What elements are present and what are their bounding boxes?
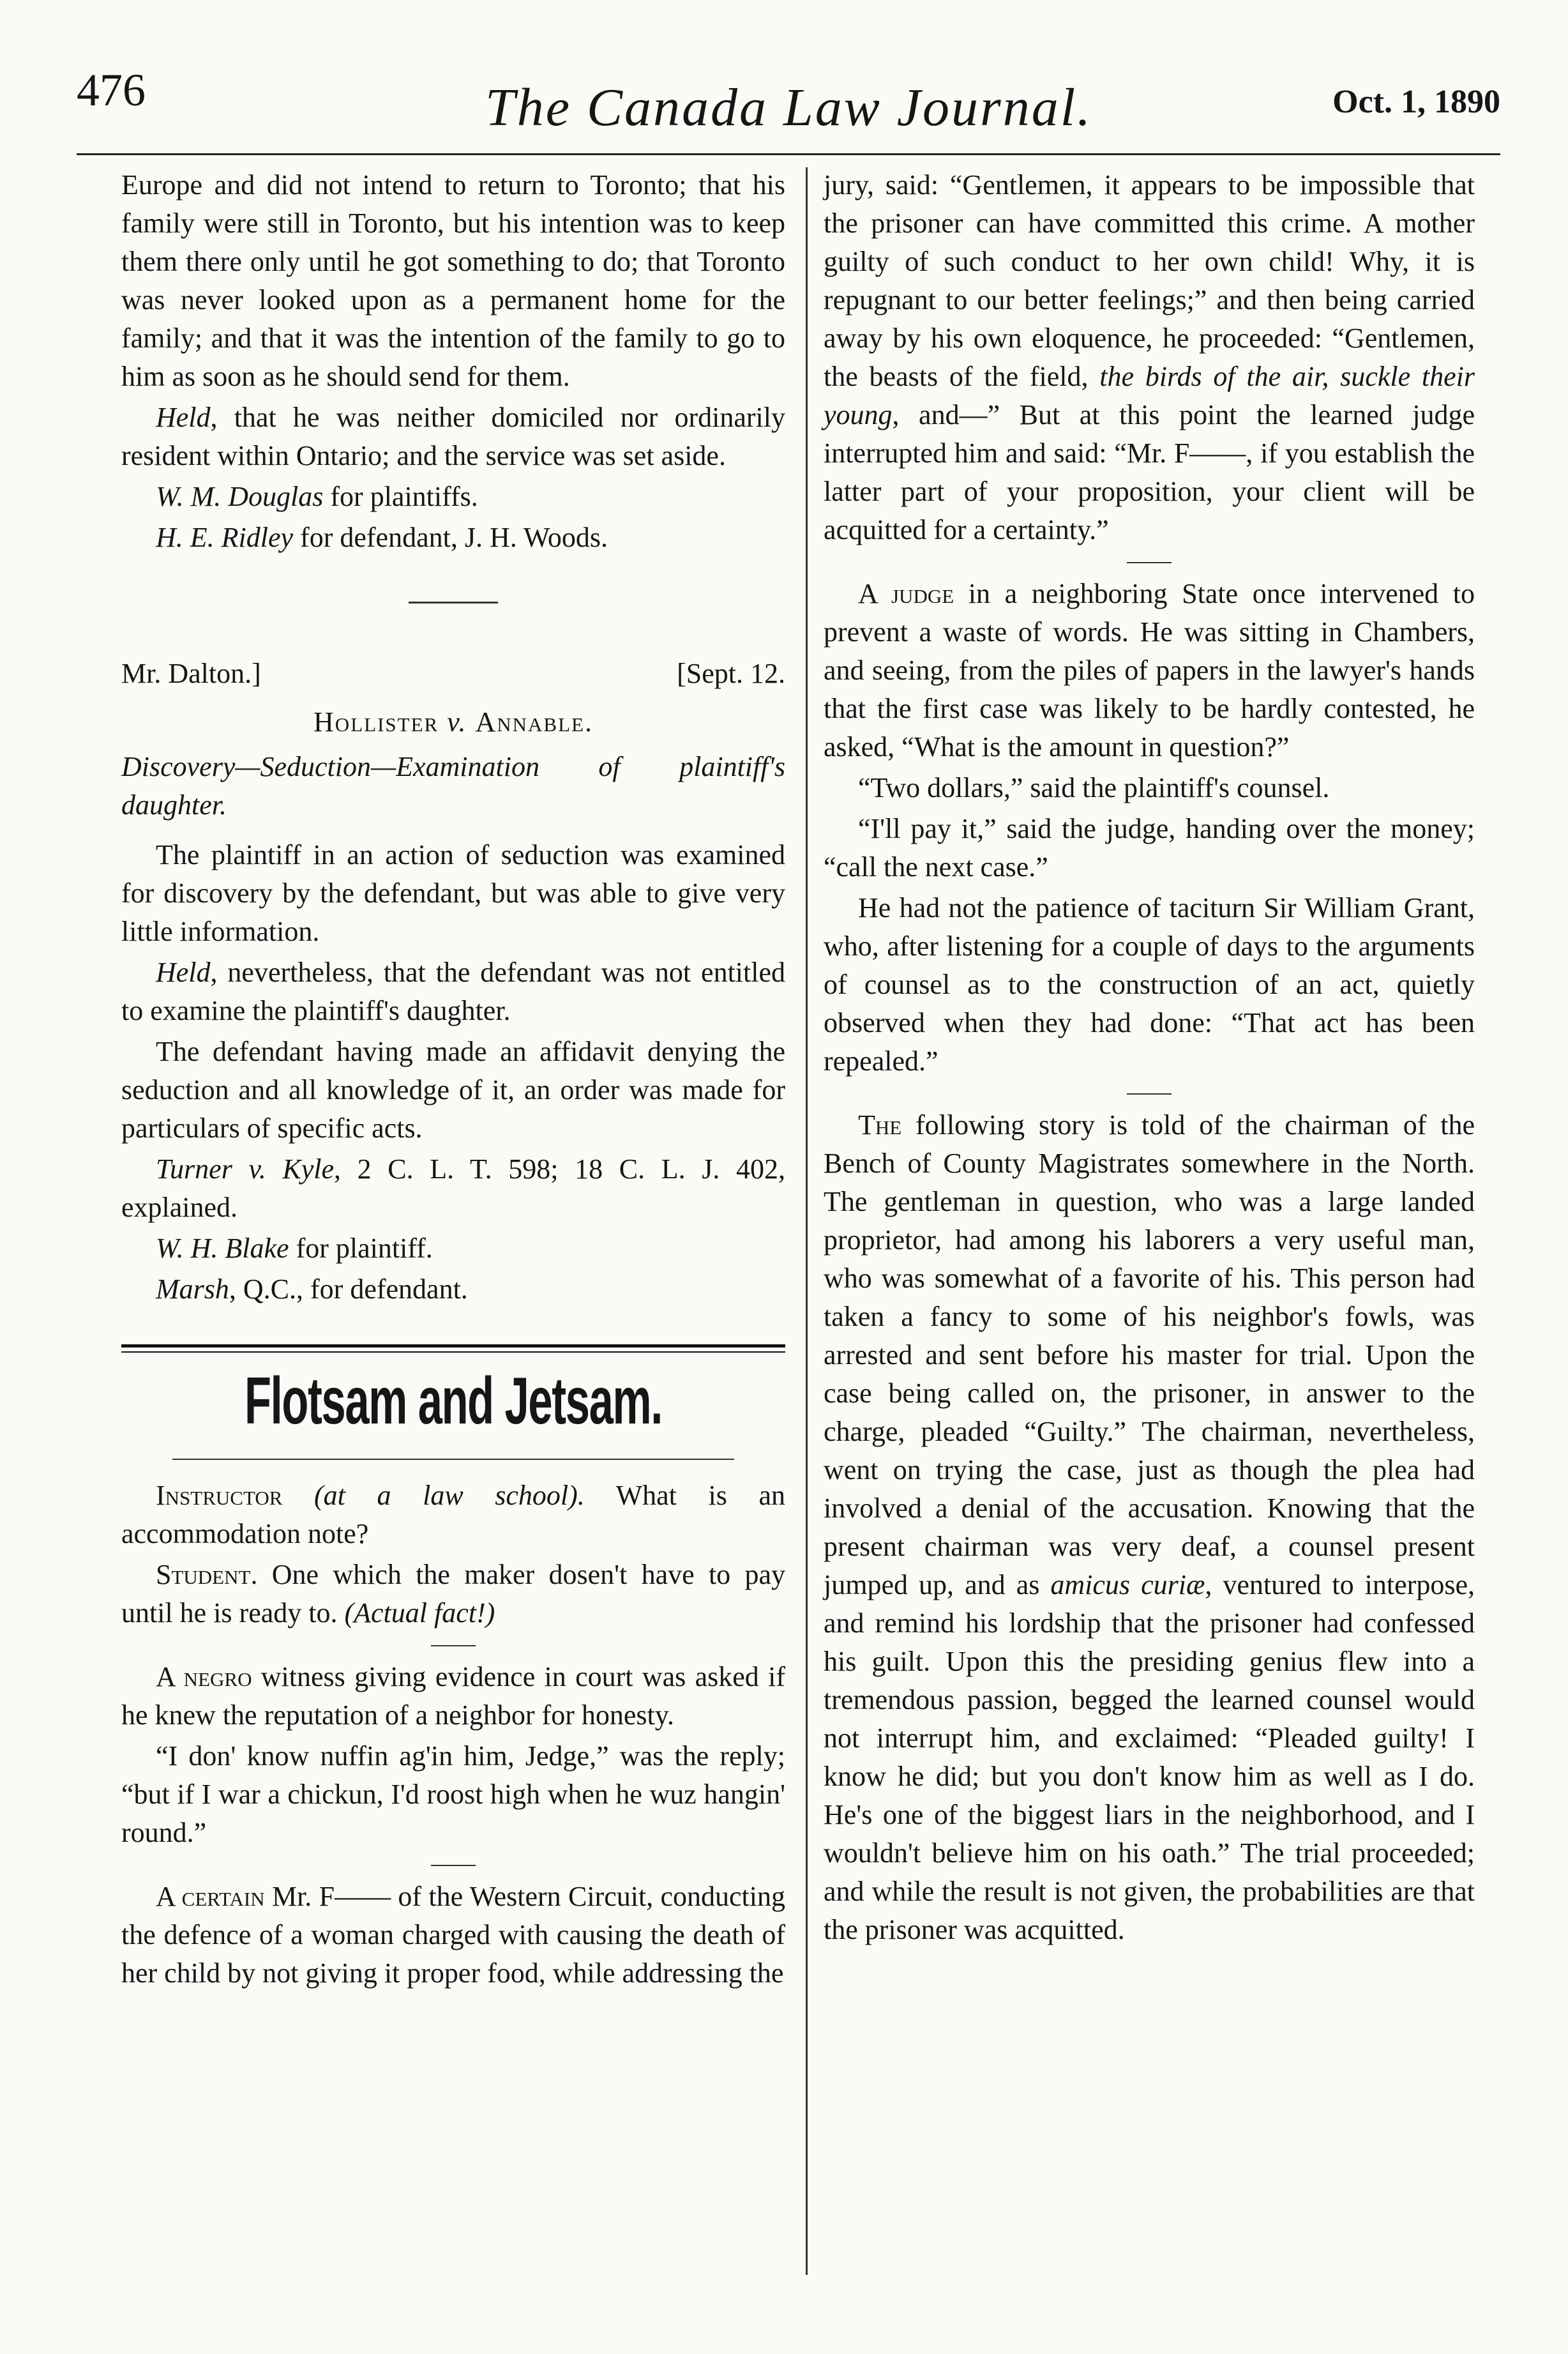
case-versus: v.: [447, 706, 467, 738]
counsel-line: [121, 519, 785, 557]
anecdote-separator: [1127, 562, 1172, 563]
held-text: , nevertheless, that the defendant was not entitled to examine the plaintiff's daughter.: [121, 957, 785, 1026]
held-word: Held: [156, 402, 211, 433]
anecdote-text: One which the maker dosen't have to pay until he is ready to.: [121, 1559, 785, 1629]
column-divider: [806, 167, 808, 2275]
case-paragraph: The plaintiff in an action of seduction was examined for discovery by the defendant, but was able to give very little information.: [121, 839, 785, 947]
held-paragraph: [121, 953, 785, 1030]
anecdote-quote: “I'll pay it,” said the judge, handing over the money; “call the next case.”: [824, 813, 1475, 883]
anecdote-separator: [431, 1865, 476, 1866]
anecdote-text: witness giving evidence in court was asked if he knew the reputation of a neighbor for honesty.: [121, 1661, 785, 1731]
anecdote-chairman: [824, 1106, 1475, 1949]
anecdote-text: in a neighboring State once intervened to prevent a waste of words. He was sitting in Chambers, and seeing, from the piles of papers in the lawyer's hands that the first case was likely to be hardly contested, he asked, “What is the amount in question?”: [824, 578, 1475, 763]
counsel-line: [121, 1229, 785, 1268]
issue-date: Oct. 1, 1890: [1332, 84, 1500, 120]
anecdote-lead: The: [858, 1109, 902, 1141]
anecdote-continued: [824, 166, 1475, 549]
anecdote-lead: A judge: [858, 578, 954, 609]
anecdote-separator: [1127, 1093, 1172, 1095]
anecdote-text: jury, said: “Gentlemen, it appears to be impossible that the prisoner can have committed this crime. A mother guilty of such conduct to her own child! Why, it is repugnant to our better feelings;” and then being carried away by his own eloquence, he proceeded: “Gentlemen, the beasts of the field,: [824, 169, 1475, 392]
anecdote-certain: [121, 1878, 785, 1993]
anecdote-quote: “Two dollars,” said the plaintiff's counsel.: [858, 772, 1330, 803]
anecdote-instructor: [121, 1477, 785, 1553]
court-line: [121, 655, 785, 693]
header-rule: [77, 153, 1500, 155]
left-column: [121, 166, 785, 1993]
counsel-role: for plaintiffs.: [323, 481, 478, 512]
anecdote-text: What is an accommodation note?: [121, 1480, 785, 1549]
anecdote-reply: “I don' know nuffin ag'in him, Jedge,” was the reply; “but if I war a chickun, I'd roost high when he wuz hangin' round.”: [121, 1740, 785, 1848]
anecdote-lead: A negro: [156, 1661, 252, 1692]
held-paragraph: [121, 399, 785, 475]
counsel-line: [121, 478, 785, 516]
counsel-name: Marsh: [156, 1273, 229, 1305]
case-party-b: Annable.: [475, 706, 593, 738]
citation-name: Turner v. Kyle: [156, 1153, 334, 1185]
held-word: Held: [156, 957, 211, 988]
anecdote-text: Mr. F—— of the Western Circuit, conducting the defence of a woman charged with causing the death of her child by not giving it proper food, while addressing the: [121, 1881, 785, 1989]
citation-line: [121, 1150, 785, 1227]
counsel-name: H. E. Ridley: [156, 522, 294, 553]
page-header: [77, 57, 1500, 153]
speaker-label: Student.: [156, 1559, 258, 1590]
speaker-label: Instructor: [156, 1480, 283, 1511]
anecdote-grant: He had not the patience of taciturn Sir William Grant, who, after listening for a couple of days to the arguments of counsel as to the construction of an act, quietly observed when they had done: “That act has been repealed.”: [824, 892, 1475, 1077]
journal-title: The Canada Law Journal.: [485, 78, 1093, 137]
counsel-role: , Q.C., for defendant.: [229, 1273, 468, 1305]
case-report-paragraph: Europe and did not intend to return to Toronto; that his family were still in Toronto, but his intention was to keep them there only until he got something to do; that Toronto was never looked upon as a permanent home for the family; and that it was the intention of the family to go to him as soon as he should send for them.: [121, 169, 785, 392]
counsel-role: for plaintiff.: [289, 1233, 433, 1264]
anecdote-italic: amicus curiæ: [1050, 1569, 1205, 1600]
court-judge: Mr. Dalton.]: [121, 658, 261, 689]
anecdote-negro: [121, 1658, 785, 1735]
anecdote-separator: [431, 1645, 476, 1646]
right-column: [824, 166, 1475, 1949]
counsel-name: W. H. Blake: [156, 1233, 289, 1264]
anecdote-italic: the birds of the air, suckle their young: [824, 361, 1475, 430]
case-title: [121, 703, 785, 741]
section-title-rule: [172, 1459, 734, 1460]
case-party-a: Hollister: [313, 706, 439, 738]
page-number: 476: [77, 65, 146, 116]
anecdote-text: , and—” But at this point the learned judge interrupted him and said: “Mr. F——, if you establish the latter part of your proposition, your client will be acquitted for a certainty.”: [824, 399, 1475, 545]
anecdote-text: following story is told of the chairman of the Bench of County Magistrates somewhere in the North. The gentleman in question, who was a large landed proprietor, had among his laborers a very useful man, who was somewhat of a favorite of his. This person had taken a fancy to some of his neighbor's fowls, was arrested and sent before his master for trial. Upon the case being called on, the prisoner, in answer to the charge, pleaded “Guilty.” The chairman, nevertheless, went on trying the case, just as though the plea had involved a denial of the accusation. Knowing that the present chairman was very deaf, a counsel present jumped up, and as: [824, 1109, 1475, 1600]
counsel-name: W. M. Douglas: [156, 481, 324, 512]
anecdote-text: , ventured to interpose, and remind his lordship that the prisoner had confessed his guilt. Upon this the presiding genius flew into a tremendous passion, begged the learned counsel would not interrupt him, and exclaimed: “Pleaded guilty! I know he did; but you don't know him as well as I do. He's one of the biggest liars in the neighborhood, and I wouldn't believe him on his oath.” The trial proceeded; and while the result is not given, the probabilities are that the prisoner was acquitted.: [824, 1569, 1475, 1945]
case-headnote: Discovery—Seduction—Examination of plaintiff's daughter.: [121, 751, 785, 821]
counsel-role: for defendant, J. H. Woods.: [293, 522, 608, 553]
citation-text: , 2 C. L. T. 598; 18 C. L. J. 402, explained.: [121, 1153, 785, 1223]
speaker-context: (at a law school).: [314, 1480, 585, 1511]
anecdote-lead: A certain: [156, 1881, 265, 1912]
section-title: Flotsam and Jetsam.: [245, 1364, 662, 1438]
anecdote-note: (Actual fact!): [344, 1597, 495, 1629]
case-date: [Sept. 12.: [677, 658, 785, 689]
section-double-rule: [121, 1344, 785, 1353]
anecdote-judge: [824, 575, 1475, 766]
anecdote-student: [121, 1556, 785, 1632]
counsel-line: [121, 1270, 785, 1309]
section-separator: [409, 602, 498, 604]
case-paragraph: The defendant having made an affidavit denying the seduction and all knowledge of it, an order was made for particulars of specific acts.: [121, 1036, 785, 1144]
held-text: , that he was neither domiciled nor ordinarily resident within Ontario; and the service was set aside.: [121, 402, 785, 471]
